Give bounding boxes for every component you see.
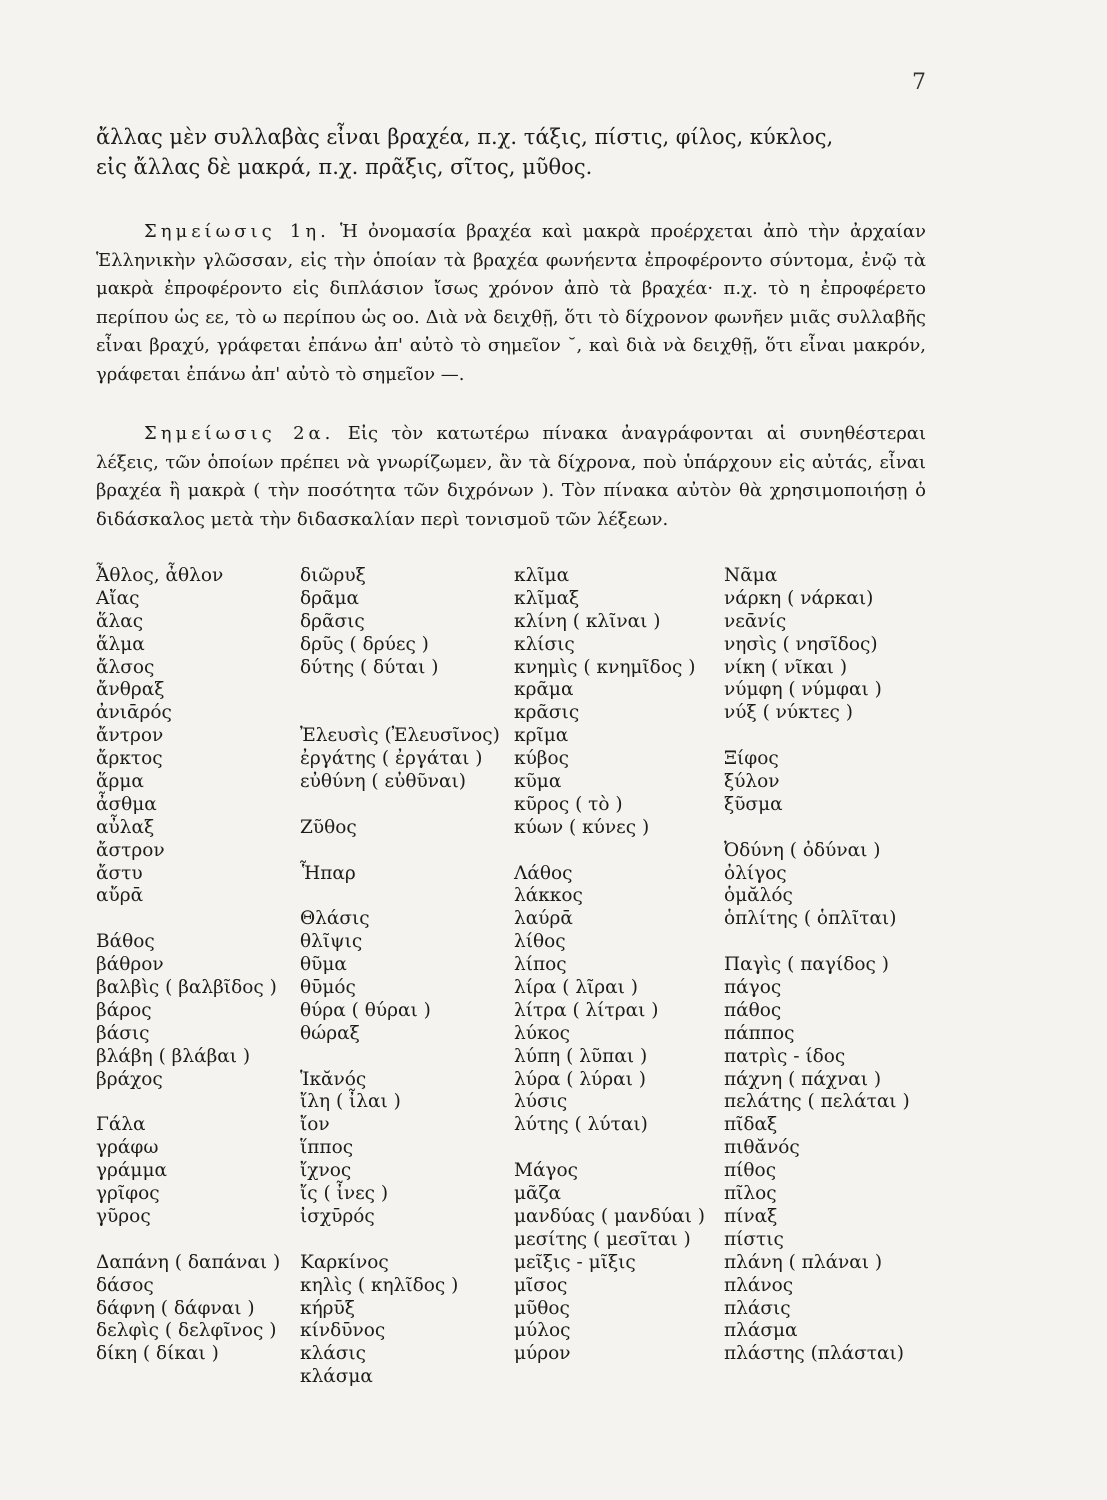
word-entry: λίθος: [514, 931, 566, 953]
word-entry: βάθρον: [96, 954, 164, 976]
word-entry: λύκος: [514, 1022, 571, 1044]
word-entry: πίναξ: [724, 1205, 778, 1227]
word-entry: πλάσις: [724, 1297, 791, 1319]
word-entry: [300, 885, 500, 908]
word-entry: Ἱκᾰνός: [300, 1068, 367, 1090]
word-entry: πῖλος: [724, 1183, 777, 1205]
word-entry: Θλάσις: [300, 908, 370, 930]
word-entry: βάσις: [96, 1022, 150, 1044]
word-entry: κλίνη ( κλῖναι ): [514, 610, 661, 632]
word-entry: βράχος: [96, 1068, 163, 1090]
word-entry: Λάθος: [514, 862, 573, 884]
word-entry: ἴχνος: [300, 1160, 352, 1182]
word-entry: ἄντρον: [96, 725, 164, 747]
word-entry: κῦμα: [514, 771, 562, 793]
word-entry: ἆσθμα: [96, 793, 157, 815]
word-entry: ἴς ( ἶνες ): [300, 1183, 389, 1205]
word-entry: πιθᾰνός: [724, 1137, 800, 1159]
word-entry: [300, 1046, 500, 1069]
word-entry: δρῦς ( δρύες ): [300, 633, 429, 655]
word-entry: δάφνη ( δάφναι ): [96, 1297, 255, 1319]
word-entry: ἵππος: [300, 1137, 354, 1159]
word-entry: κρᾶμα: [514, 679, 574, 701]
word-entry: νεᾱνίς: [724, 610, 787, 632]
word-entry: Νᾶμα: [724, 565, 778, 586]
word-entry: λύσις: [514, 1091, 568, 1113]
word-entry: γρῖφος: [96, 1183, 160, 1205]
word-entry: ἴον: [300, 1114, 330, 1136]
word-entry: [514, 1137, 705, 1160]
word-column-1: [96, 565, 280, 1366]
word-entry: ἄστυ: [96, 862, 143, 884]
word-entry: ὁμᾰλός: [724, 885, 793, 907]
word-entry: γράφω: [96, 1137, 159, 1159]
word-entry: [724, 817, 910, 840]
word-entry: Ξίφος: [724, 748, 779, 770]
word-entry: Παγὶς ( παγίδος ): [724, 954, 889, 976]
word-entry: ἄρκτος: [96, 748, 163, 770]
word-entry: μᾶζα: [514, 1183, 562, 1205]
word-entry: λίτρα ( λίτραι ): [514, 999, 659, 1021]
word-entry: πάχνη ( πάχναι ): [724, 1068, 882, 1090]
word-entry: κρῖμα: [514, 725, 569, 747]
word-entry: νύμφη ( νύμφαι ): [724, 679, 882, 701]
word-entry: [300, 794, 500, 817]
word-entry: λύτης ( λύται): [514, 1114, 648, 1136]
word-entry: ἴλη ( ἶλαι ): [300, 1091, 401, 1113]
word-entry: πίθος: [724, 1160, 777, 1182]
word-entry: θῦμα: [300, 954, 347, 976]
word-entry: εὐθύνη ( εὐθῦναι): [300, 771, 466, 793]
word-entry: μεῖξις - μῖξις: [514, 1251, 636, 1273]
word-entry: δρᾶμα: [300, 587, 360, 609]
word-entry: κλίσις: [514, 633, 575, 655]
word-column-3: [514, 565, 705, 1366]
word-entry: διῶρυξ: [300, 565, 366, 586]
word-entry: θῡμός: [300, 977, 356, 999]
word-entry: πλάνος: [724, 1274, 794, 1296]
word-entry: ἅλμα: [96, 633, 145, 655]
word-entry: Αἴας: [96, 587, 140, 609]
word-entry: νύξ ( νύκτες ): [724, 702, 853, 724]
word-entry: Δαπάνη ( δαπάναι ): [96, 1251, 281, 1273]
word-entry: πλάσμα: [724, 1320, 798, 1342]
word-entry: κλάσμα: [300, 1366, 373, 1388]
note-1-label: Σημείωσις 1η.: [144, 221, 330, 242]
note-1: [96, 218, 926, 389]
word-entry: βλάβη ( βλάβαι ): [96, 1045, 251, 1067]
intro-paragraph: [96, 122, 926, 182]
word-table: [96, 565, 936, 1395]
intro-line-1: ἄλλας μὲν συλλαβὰς εἶναι βραχέα, π.χ. τάξις, πίστις, φίλος, κύκλος,: [96, 125, 834, 149]
word-entry: αὔρᾱ: [96, 885, 144, 907]
word-entry: μύρον: [514, 1343, 571, 1365]
word-entry: Καρκίνος: [300, 1251, 389, 1273]
word-entry: [300, 840, 500, 863]
word-entry: Ζῦθος: [300, 816, 357, 838]
word-entry: γράμμα: [96, 1160, 167, 1182]
word-entry: ὁπλίτης ( ὁπλῖται): [724, 908, 897, 930]
word-entry: θλῖψις: [300, 931, 363, 953]
word-entry: μῖσος: [514, 1274, 568, 1296]
word-entry: ἄλσος: [96, 656, 155, 678]
word-column-2: [300, 565, 500, 1389]
word-entry: ξῦσμα: [724, 793, 783, 815]
word-entry: πίστις: [724, 1228, 784, 1250]
word-entry: κήρῡξ: [300, 1297, 355, 1319]
word-entry: λάκκος: [514, 885, 583, 907]
word-entry: ξύλον: [724, 771, 780, 793]
word-entry: κῦρος ( τὸ ): [514, 793, 623, 815]
word-entry: [300, 679, 500, 702]
word-entry: ἰσχῡρός: [300, 1205, 375, 1227]
word-entry: μῦθος: [514, 1297, 570, 1319]
word-entry: κύων ( κύνες ): [514, 816, 650, 838]
word-entry: πῖδαξ: [724, 1114, 778, 1136]
word-entry: κλῖμαξ: [514, 587, 580, 609]
word-entry: λαύρᾱ: [514, 908, 573, 930]
word-entry: λίπος: [514, 954, 567, 976]
word-entry: μύλος: [514, 1320, 571, 1342]
word-entry: αὖλαξ: [96, 816, 155, 838]
word-entry: πλάστης (πλάσται): [724, 1343, 904, 1365]
word-entry: δίκη ( δίκαι ): [96, 1343, 219, 1365]
word-entry: ἅρμα: [96, 771, 144, 793]
word-entry: ἐργάτης ( ἐργάται ): [300, 748, 483, 770]
word-entry: Ὀδύνη ( ὀδύναι ): [724, 839, 881, 861]
word-entry: Ἧπαρ: [300, 862, 356, 884]
word-entry: δάσος: [96, 1274, 154, 1296]
word-entry: κίνδῡνος: [300, 1320, 386, 1342]
note-2-text: Εἰς τὸν κατωτέρω πίνακα ἀναγράφονται αἱ συνηθέστεραι λέξεις, τῶν ὁποίων πρέπει νὰ γνωρίζωμεν, ἂν τὰ δίχρονα, ποὺ ὑπάρχουν εἰς αὐτάς, εἶναι βραχέα ἢ μακρὰ ( τὴν ποσότητα τῶν διχρόνων ). Τὸν πίνακα αὐτὸν θὰ χρησιμοποιήσῃ ὁ διδάσκαλος μετὰ τὴν διδασκαλίαν περὶ τονισμοῦ τῶν λέξεων.: [96, 423, 926, 530]
word-entry: κρᾶσις: [514, 702, 580, 724]
word-entry: κλάσις: [300, 1343, 367, 1365]
word-entry: [96, 908, 280, 931]
word-entry: μεσίτης ( μεσῖται ): [514, 1228, 691, 1250]
word-entry: πελάτης ( πελάται ): [724, 1091, 910, 1113]
word-entry: δελφὶς ( δελφῖνος ): [96, 1320, 277, 1342]
word-column-4: [724, 565, 910, 1366]
word-entry: λύπη ( λῦπαι ): [514, 1045, 648, 1067]
word-entry: νησὶς ( νησῖδος): [724, 633, 878, 655]
word-entry: [300, 1229, 500, 1252]
intro-line-2: εἰς ἄλλας δὲ μακρά, π.χ. πρᾶξις, σῖτος, μῦθος.: [96, 155, 593, 179]
word-entry: κλῖμα: [514, 565, 570, 586]
page-number: 7: [912, 70, 926, 95]
word-entry: κνημὶς ( κνημῖδος ): [514, 656, 696, 678]
word-entry: πάγος: [724, 977, 782, 999]
word-entry: δρᾶσις: [300, 610, 365, 632]
word-entry: Ἐλευσὶς (Ἐλευσῖνος): [300, 725, 500, 747]
word-entry: [300, 702, 500, 725]
word-entry: Ἆθλος, ἆθλον: [96, 565, 224, 586]
word-entry: [724, 725, 910, 748]
word-entry: ἅλας: [96, 610, 144, 632]
word-entry: ἄστρον: [96, 839, 165, 861]
word-entry: νίκη ( νῖκαι ): [724, 656, 848, 678]
note-1-text: Ἡ ὀνομασία βραχέα καὶ μακρὰ προέρχεται ἀπὸ τὴν ἀρχαίαν Ἑλληνικὴν γλῶσσαν, εἰς τὴν ὁποίαν τὰ βραχέα φωνήεντα ἐπροφέροντο σύντομα, ἐνῷ τὰ μακρὰ ἐπροφέροντο εἰς διπλάσιον ἴσως χρόνον ἀπὸ τὰ βραχέα· π.χ. τὸ η ἐπροφέρετο περίπου ὡς εε, τὸ ω περίπου ὡς οο. Διὰ νὰ δειχθῇ, ὅτι τὸ δίχρονον φωνῆεν μιᾶς συλλαβῆς εἶναι βραχύ, γράφεται ἐπάνω ἀπ' αὐτὸ τὸ σημεῖον ˘, καὶ διὰ νὰ δειχθῇ, ὅτι εἶναι μακρόν, γράφεται ἐπάνω ἀπ' αὐτὸ τὸ σημεῖον —.: [96, 221, 927, 385]
word-entry: μανδύας ( μανδύαι ): [514, 1205, 705, 1227]
word-entry: νάρκη ( νάρκαι): [724, 587, 874, 609]
word-entry: ἄνθραξ: [96, 679, 165, 701]
word-entry: πάθος: [724, 999, 782, 1021]
word-entry: Γάλα: [96, 1114, 146, 1136]
word-entry: πάππος: [724, 1022, 795, 1044]
word-entry: ἀνιᾱρός: [96, 702, 172, 724]
word-entry: δύτης ( δύται ): [300, 656, 439, 678]
word-entry: πλάνη ( πλάναι ): [724, 1251, 883, 1273]
word-entry: ὀλίγος: [724, 862, 787, 884]
word-entry: θύρα ( θύραι ): [300, 999, 431, 1021]
word-entry: Βάθος: [96, 931, 155, 953]
word-entry: [514, 840, 705, 863]
word-entry: βάρος: [96, 999, 152, 1021]
word-entry: λύρα ( λύραι ): [514, 1068, 647, 1090]
word-entry: κύβος: [514, 748, 570, 770]
note-2: [96, 420, 926, 534]
word-entry: Μάγος: [514, 1160, 578, 1182]
word-entry: βαλβὶς ( βαλβῖδος ): [96, 977, 277, 999]
word-entry: λίρα ( λῖραι ): [514, 977, 639, 999]
word-entry: γῦρος: [96, 1205, 151, 1227]
word-entry: [96, 1229, 280, 1252]
word-entry: [96, 1091, 280, 1114]
word-entry: πατρὶς - ίδος: [724, 1045, 846, 1067]
note-2-label: Σημείωσις 2α.: [144, 423, 335, 444]
word-entry: θώραξ: [300, 1022, 360, 1044]
word-entry: κηλὶς ( κηλῖδος ): [300, 1274, 459, 1296]
word-entry: [724, 931, 910, 954]
